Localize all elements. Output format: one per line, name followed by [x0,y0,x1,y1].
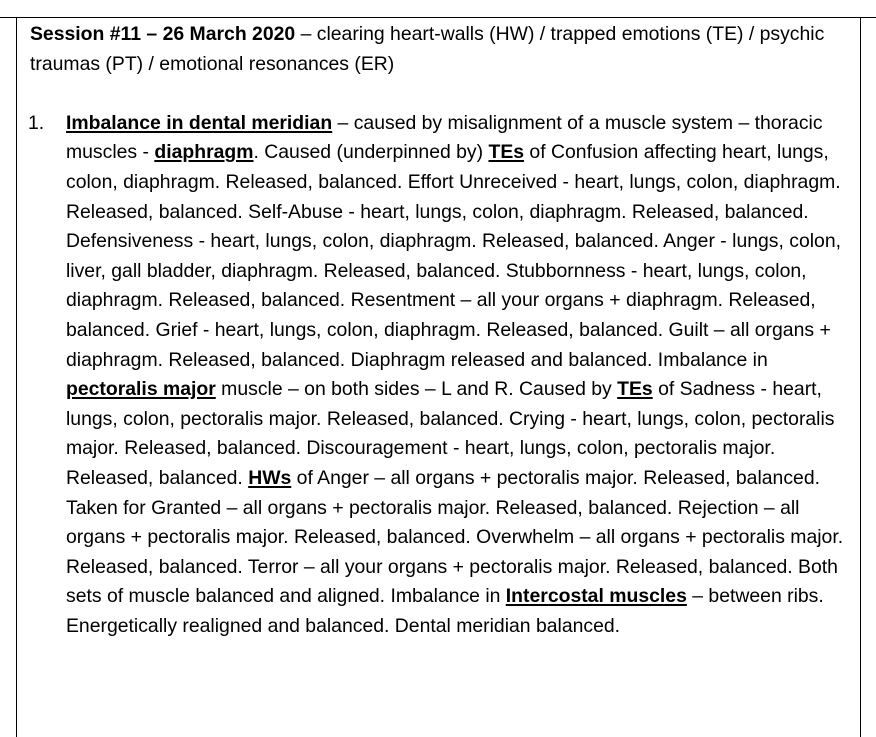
session-header [30,20,856,79]
list-item-text [66,112,843,637]
emphasis-text: TEs [617,378,653,401]
blank-line [30,79,856,109]
body-text: . Caused (underpinned by) [253,141,489,164]
session-description: – clearing heart-walls (HW) / trapped emotions (TE) / psychic traumas (PT) / emotional resonances (ER) [30,23,825,75]
emphasis-text: pectoralis major [66,378,216,401]
body-text: of Anger – all organs + pectoralis major. Released, balanced. Taken for Granted – all organs + pectoralis major. Released, balanced. Rejection – all organs + pectoralis major. Released, balanced. Overwhelm – all organs + pectoralis major. Released, balanced. Terror – all your organs + pectoralis major. Released, balanced. Both sets of muscle balanced and aligned. Imbalance in [66,466,844,608]
table-top-border [0,17,876,18]
emphasis-text: HWs [248,466,292,489]
table-left-border [16,17,17,737]
table-right-border [860,17,861,737]
list-item [30,109,856,642]
body-text: of Sadness - heart, lungs, colon, pectoralis major. Released, balanced. Crying - heart, lungs, colon, pectoralis major. Released, balanced. Discouragement - heart, lungs, colon, pectoralis major. Released, balanced. [66,378,835,489]
emphasis-text: Intercostal muscles [505,585,687,608]
emphasis-text: diaphragm [154,141,254,164]
emphasis-text: Imbalance in dental meridian [66,111,333,134]
table-cell [30,20,856,641]
body-text: of Confusion affecting heart, lungs, colon, diaphragm. Released, balanced. Effort Unreceived - heart, lungs, colon, diaphragm. Released, balanced. Self-Abuse - heart, lungs, colon, diaphragm. Released, balanced. Defensiveness - heart, lungs, colon, diaphragm. Released, balanced. Anger - lungs, colon, liver, gall bladder, diaphragm. Released, balanced. Stubbornness - heart, lungs, colon, diaphragm. Released, balanced. Resentment – all your organs + diaphragm. Released, balanced. Grief - heart, lungs, colon, diaphragm. Released, balanced. Guilt – all organs + diaphragm. Released, balanced. Diaphragm released and balanced. Imbalance in [66,141,842,371]
list-number: 1. [28,111,45,134]
body-text: – between ribs. Energetically realigned and balanced. Dental meridian balanced. [66,585,824,637]
emphasis-text: TEs [488,141,525,164]
session-title: Session #11 – 26 March 2020 [30,23,296,45]
body-text: – caused by misalignment of a muscle system – thoracic muscles - [66,111,823,164]
body-text: muscle – on both sides – L and R. Caused by [215,378,618,401]
